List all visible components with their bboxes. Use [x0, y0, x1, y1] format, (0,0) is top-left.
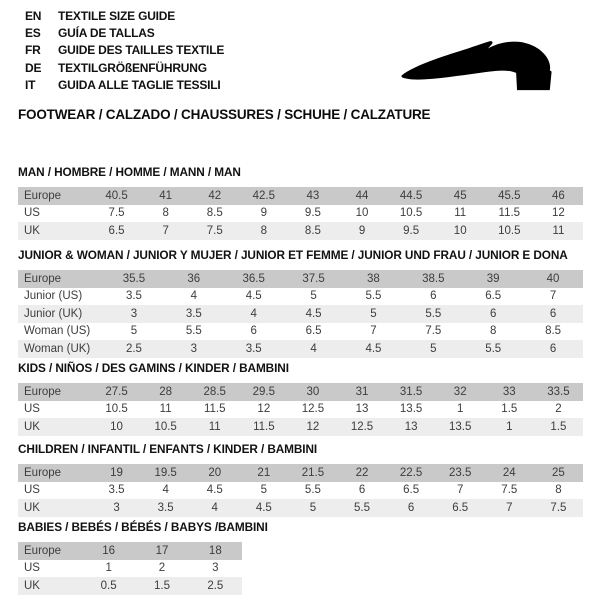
size-cell: 10 — [110, 420, 123, 433]
size-cell: 5 — [370, 307, 377, 320]
size-cell: 12 — [257, 403, 271, 416]
dress-shoe-icon — [396, 32, 578, 98]
size-cell: 28.5 — [203, 385, 226, 398]
section-babies — [18, 520, 268, 595]
size-cell: 1.5 — [550, 420, 567, 433]
row-label: UK — [24, 501, 40, 514]
size-row-europe — [18, 270, 583, 288]
size-cell: 4.5 — [365, 342, 382, 355]
size-cell: 0.5 — [100, 579, 117, 592]
row-label: US — [24, 562, 40, 575]
size-row-uk — [18, 577, 242, 595]
size-cell: 1 — [457, 403, 464, 416]
size-cell: 7.5 — [206, 224, 223, 237]
size-table-junior-woman — [18, 270, 583, 358]
size-cell: 5 — [260, 484, 268, 497]
size-cell: 46 — [552, 189, 565, 202]
size-row-uk — [18, 418, 583, 436]
size-cell: 20 — [208, 466, 222, 479]
size-cell: 7 — [549, 290, 557, 303]
size-cell: 2 — [158, 562, 166, 575]
size-cell: 11.5 — [498, 207, 521, 220]
size-cell: 12.5 — [350, 420, 374, 433]
size-cell: 4.5 — [255, 501, 272, 514]
size-cell: 3 — [190, 342, 198, 355]
size-cell: 7 — [457, 484, 464, 497]
size-cell: 10.5 — [399, 207, 423, 220]
size-cell: 36.5 — [242, 272, 265, 285]
size-cell: 9 — [358, 224, 366, 237]
size-cell: 1 — [105, 562, 112, 575]
size-cell: 3.5 — [245, 342, 262, 355]
size-cell: 10.5 — [498, 224, 521, 237]
size-cell: 29.5 — [252, 385, 276, 398]
size-cell: 35.5 — [122, 272, 146, 285]
row-label: Europe — [24, 466, 62, 479]
size-row-uk — [18, 499, 583, 517]
section-title-man: MAN / HOMBRE / HOMME / MANN / MAN — [18, 165, 241, 179]
size-cell: 7.5 — [425, 325, 442, 338]
size-row-us — [18, 401, 583, 419]
size-cell: 3 — [212, 562, 219, 575]
size-cell: 9.5 — [403, 224, 420, 237]
size-cell: 2 — [555, 403, 562, 416]
size-cell: 8.5 — [545, 325, 562, 338]
size-cell: 5.5 — [185, 325, 202, 338]
language-title: GUIDE DES TAILLES TEXTILE — [58, 43, 225, 58]
row-label: Europe — [24, 385, 62, 398]
size-cell: 2.5 — [207, 579, 224, 592]
size-cell: 41 — [159, 189, 173, 202]
size-cell: 33 — [502, 385, 516, 398]
size-cell: 33.5 — [547, 385, 570, 398]
size-cell: 11.5 — [203, 403, 226, 416]
section-title-junior-woman: JUNIOR & WOMAN / JUNIOR Y MUJER / JUNIOR ET FEMME / JUNIOR UND FRAU / JUNIOR E DONA — [18, 248, 568, 262]
size-cell: 6 — [250, 325, 257, 338]
size-cell: 11 — [208, 420, 221, 433]
row-label: Europe — [24, 189, 62, 202]
size-row-us — [18, 205, 583, 223]
size-cell: 7 — [506, 501, 513, 514]
size-cell: 9.5 — [304, 207, 321, 220]
size-cell: 5.5 — [354, 501, 371, 514]
size-cell: 6 — [549, 307, 557, 320]
row-label: Europe — [24, 272, 62, 285]
size-cell: 6.5 — [452, 501, 469, 514]
size-cell: 4 — [162, 484, 169, 497]
size-cell: 5 — [430, 342, 437, 355]
size-cell: 24 — [502, 466, 516, 479]
size-cell: 45.5 — [498, 189, 521, 202]
size-cell: 7.5 — [550, 501, 567, 514]
row-label: Woman (US) — [24, 325, 91, 338]
size-cell: 1.5 — [153, 579, 170, 592]
size-cell: 3.5 — [125, 290, 142, 303]
size-cell: 7 — [162, 224, 169, 237]
size-cell: 40 — [546, 272, 560, 285]
size-cell: 13 — [355, 403, 369, 416]
row-label: UK — [24, 224, 40, 237]
size-cell: 4 — [310, 342, 317, 355]
section-kids — [18, 361, 583, 436]
size-cell: 36 — [187, 272, 201, 285]
size-cell: 37.5 — [302, 272, 325, 285]
language-code: FR — [25, 43, 41, 58]
size-cell: 7.5 — [501, 484, 518, 497]
size-cell: 1.5 — [501, 403, 518, 416]
size-cell: 7.5 — [108, 207, 125, 220]
size-table-children — [18, 464, 583, 517]
size-cell: 3 — [130, 307, 138, 320]
size-cell: 4 — [250, 307, 257, 320]
size-cell: 6 — [358, 484, 366, 497]
size-row-woman-us- — [18, 323, 583, 341]
size-cell: 10.5 — [154, 420, 177, 433]
section-children — [18, 442, 583, 517]
size-cell: 3.5 — [157, 501, 174, 514]
size-cell: 22 — [355, 466, 369, 479]
size-row-europe — [18, 542, 242, 560]
size-cell: 8 — [162, 207, 169, 220]
size-cell: 5 — [130, 325, 138, 338]
size-table-kids — [18, 383, 583, 436]
size-cell: 3 — [113, 501, 120, 514]
size-cell: 22.5 — [399, 466, 423, 479]
size-table-babies — [18, 542, 242, 595]
size-cell: 39 — [486, 272, 500, 285]
row-label: Europe — [24, 544, 62, 557]
size-cell: 28 — [159, 385, 173, 398]
size-cell: 10 — [453, 224, 467, 237]
row-label: US — [24, 207, 40, 220]
size-cell: 27.5 — [105, 385, 128, 398]
size-cell: 18 — [208, 544, 222, 557]
size-cell: 38.5 — [422, 272, 445, 285]
size-cell: 13.5 — [449, 420, 472, 433]
size-cell: 8 — [555, 484, 562, 497]
language-row-de — [25, 59, 224, 76]
row-label: UK — [24, 420, 40, 433]
size-cell: 11 — [159, 403, 172, 416]
language-row-en — [25, 7, 224, 24]
row-label: Woman (UK) — [24, 342, 91, 355]
size-cell: 6.5 — [485, 290, 502, 303]
size-cell: 6 — [407, 501, 415, 514]
language-title: GUIDA ALLE TAGLIE TESSILI — [58, 78, 221, 93]
row-label: Junior (UK) — [24, 307, 83, 320]
size-row-junior-us- — [18, 288, 583, 306]
size-cell: 8 — [489, 325, 497, 338]
size-cell: 4.5 — [206, 484, 223, 497]
size-cell: 30 — [306, 385, 320, 398]
row-label: Junior (US) — [24, 290, 83, 303]
size-cell: 31.5 — [399, 385, 423, 398]
size-cell: 12 — [306, 420, 320, 433]
language-code: ES — [25, 26, 41, 41]
language-row-it — [25, 77, 224, 94]
size-cell: 45 — [453, 189, 467, 202]
size-cell: 25 — [552, 466, 565, 479]
size-cell: 4 — [190, 290, 198, 303]
size-cell: 6 — [430, 290, 437, 303]
size-cell: 12 — [552, 207, 565, 220]
size-cell: 38 — [367, 272, 380, 285]
size-row-junior-uk- — [18, 305, 583, 323]
language-code: IT — [25, 78, 36, 93]
size-row-uk — [18, 222, 583, 240]
size-cell: 40.5 — [105, 189, 128, 202]
size-cell: 4.5 — [245, 290, 262, 303]
category-heading: FOOTWEAR / CALZADO / CHAUSSURES / SCHUHE / CALZATURE — [18, 107, 431, 122]
size-row-europe — [18, 187, 583, 205]
size-cell: 7 — [370, 325, 377, 338]
size-cell: 6.5 — [305, 325, 322, 338]
size-cell: 17 — [155, 544, 169, 557]
size-cell: 5.5 — [365, 290, 382, 303]
size-cell: 6 — [549, 342, 557, 355]
size-cell: 3.5 — [185, 307, 202, 320]
language-row-es — [25, 24, 224, 41]
size-cell: 11.5 — [253, 420, 275, 433]
size-cell: 5 — [309, 501, 317, 514]
size-cell: 9 — [260, 207, 268, 220]
size-cell: 12.5 — [301, 403, 325, 416]
language-title: TEXTILE SIZE GUIDE — [58, 8, 176, 23]
size-row-us — [18, 482, 583, 500]
size-row-woman-uk- — [18, 340, 583, 358]
language-code: EN — [25, 8, 42, 23]
size-cell: 2.5 — [125, 342, 142, 355]
size-cell: 3.5 — [108, 484, 125, 497]
size-row-us — [18, 560, 242, 578]
size-cell: 10.5 — [105, 403, 128, 416]
size-cell: 8 — [260, 224, 268, 237]
section-junior-woman — [18, 248, 583, 358]
size-cell: 23.5 — [449, 466, 472, 479]
size-cell: 11 — [552, 224, 565, 237]
size-cell: 5.5 — [485, 342, 502, 355]
section-man — [18, 165, 583, 240]
size-cell: 6.5 — [403, 484, 420, 497]
size-cell: 13 — [404, 420, 418, 433]
size-cell: 19 — [110, 466, 123, 479]
row-label: US — [24, 403, 40, 416]
row-label: UK — [24, 579, 40, 592]
size-row-europe — [18, 464, 583, 482]
size-cell: 31 — [355, 385, 369, 398]
size-cell: 11 — [454, 207, 467, 220]
language-title-list — [25, 7, 224, 94]
size-cell: 1 — [506, 420, 513, 433]
size-cell: 4.5 — [305, 307, 322, 320]
section-title-kids: KIDS / NIÑOS / DES GAMINS / KINDER / BAMBINI — [18, 361, 289, 375]
size-table-man — [18, 187, 583, 240]
size-cell: 8.5 — [304, 224, 321, 237]
size-cell: 43 — [306, 189, 320, 202]
size-cell: 8.5 — [206, 207, 223, 220]
size-cell: 16 — [102, 544, 116, 557]
size-row-europe — [18, 383, 583, 401]
size-cell: 5.5 — [425, 307, 442, 320]
language-code: DE — [25, 60, 42, 75]
size-cell: 42.5 — [252, 189, 276, 202]
size-cell: 44 — [355, 189, 369, 202]
size-cell: 21.5 — [301, 466, 325, 479]
size-cell: 5 — [310, 290, 317, 303]
size-cell: 5.5 — [304, 484, 321, 497]
size-cell: 10 — [355, 207, 369, 220]
size-cell: 19.5 — [154, 466, 177, 479]
size-cell: 4 — [211, 501, 218, 514]
section-title-children: CHILDREN / INFANTIL / ENFANTS / KINDER / BAMBINI — [18, 442, 318, 456]
size-cell: 13.5 — [399, 403, 423, 416]
row-label: US — [24, 484, 40, 497]
language-row-fr — [25, 42, 224, 59]
section-title-babies: BABIES / BEBÉS / BÉBÉS / BABYS /BAMBINI — [18, 520, 268, 534]
language-title: GUÍA DE TALLAS — [58, 26, 155, 41]
size-cell: 44.5 — [399, 189, 423, 202]
size-cell: 42 — [208, 189, 222, 202]
size-cell: 6 — [489, 307, 497, 320]
size-cell: 6.5 — [108, 224, 125, 237]
size-cell: 32 — [453, 385, 467, 398]
size-cell: 21 — [257, 466, 271, 479]
language-title: TEXTILGRÖßENFÜHRUNG — [58, 60, 207, 75]
